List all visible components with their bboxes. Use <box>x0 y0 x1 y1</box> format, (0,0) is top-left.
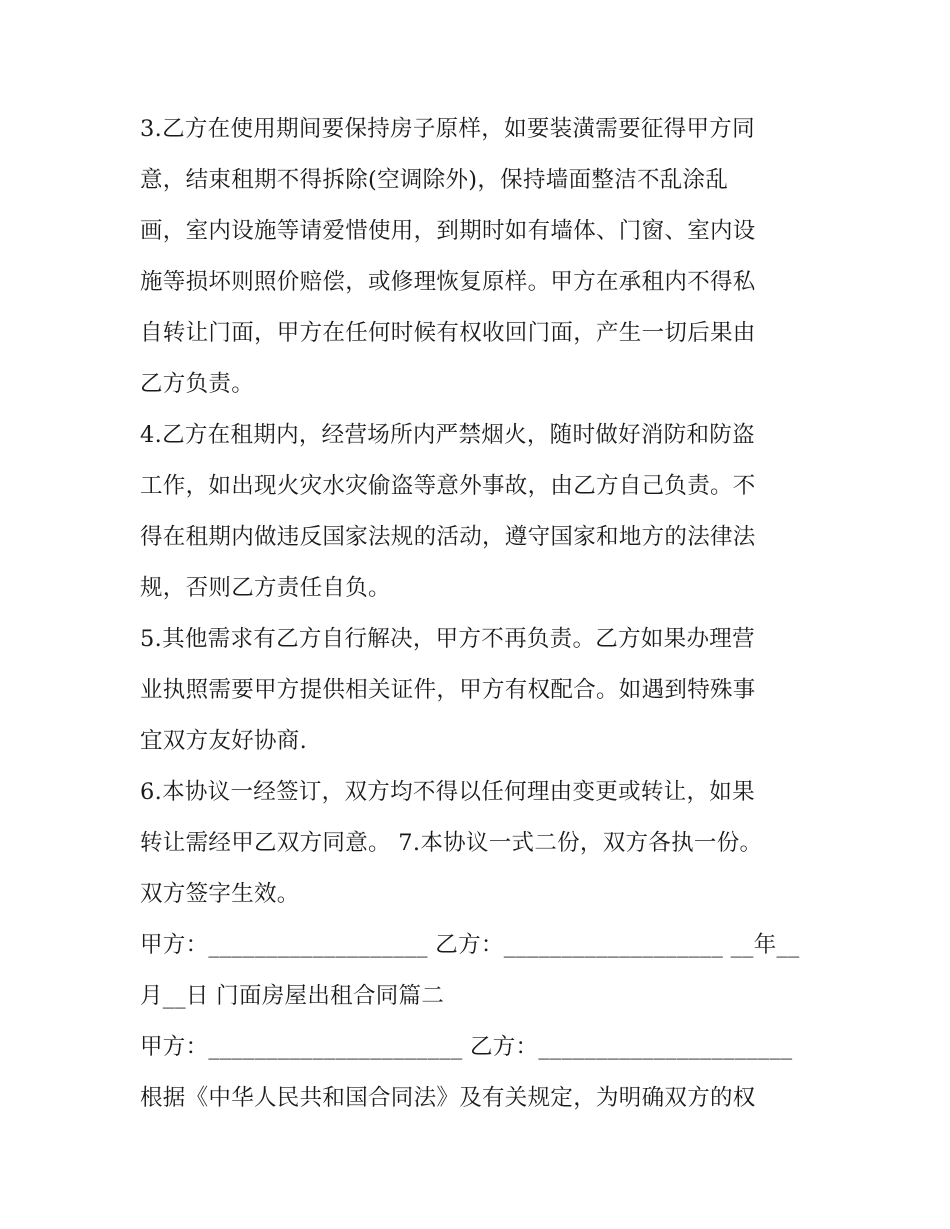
text-line: 工作，如出现火灾水灾偷盗等意外事故，由乙方自己负责。不 <box>140 473 756 499</box>
text-line: 转让需经甲乙双方同意。 7.本协议一式二份，双方各执一份。 <box>140 830 763 856</box>
text-line: 5.其他需求有乙方自行解决，甲方不再负责。乙方如果办理营 <box>140 626 755 652</box>
text-line: 规，否则乙方责任自负。 <box>140 575 391 601</box>
date-and-heading-line: 月__日 门面房屋出租合同篇二 <box>140 983 445 1009</box>
text-line: 画，室内设施等请爱惜使用，到期时如有墙体、门窗、室内设 <box>140 218 756 244</box>
text-line: 乙方负责。 <box>140 371 255 397</box>
text-line: 得在租期内做违反国家法规的活动，遵守国家和地方的法律法 <box>140 524 756 550</box>
text-line: 双方签字生效。 <box>140 881 300 907</box>
text-line: 根据《中华人民共和国合同法》及有关规定，为明确双方的权 <box>140 1085 756 1111</box>
text-line: 宜双方友好协商. <box>140 728 308 754</box>
text-line: 4.乙方在租期内，经营场所内严禁烟火，随时做好消防和防盗 <box>140 422 755 448</box>
text-line: 自转让门面，甲方在任何时候有权收回门面，产生一切后果由 <box>140 320 756 346</box>
signature-line: 甲方：___________________ 乙方：___________________ __年__ <box>140 932 800 958</box>
signature-line: 甲方：______________________ 乙方：______________________ <box>140 1034 793 1060</box>
text-line: 施等损坏则照价赔偿，或修理恢复原样。甲方在承租内不得私 <box>140 269 756 295</box>
document-page <box>140 104 820 1124</box>
text-line: 业执照需要甲方提供相关证件，甲方有权配合。如遇到特殊事 <box>140 677 756 703</box>
text-line: 6.本协议一经签订，双方均不得以任何理由变更或转让，如果 <box>140 779 755 805</box>
text-line: 意，结束租期不得拆除(空调除外)，保持墙面整洁不乱涂乱 <box>140 167 729 193</box>
text-line: 3.乙方在使用期间要保持房子原样，如要装潢需要征得甲方同 <box>140 116 755 142</box>
